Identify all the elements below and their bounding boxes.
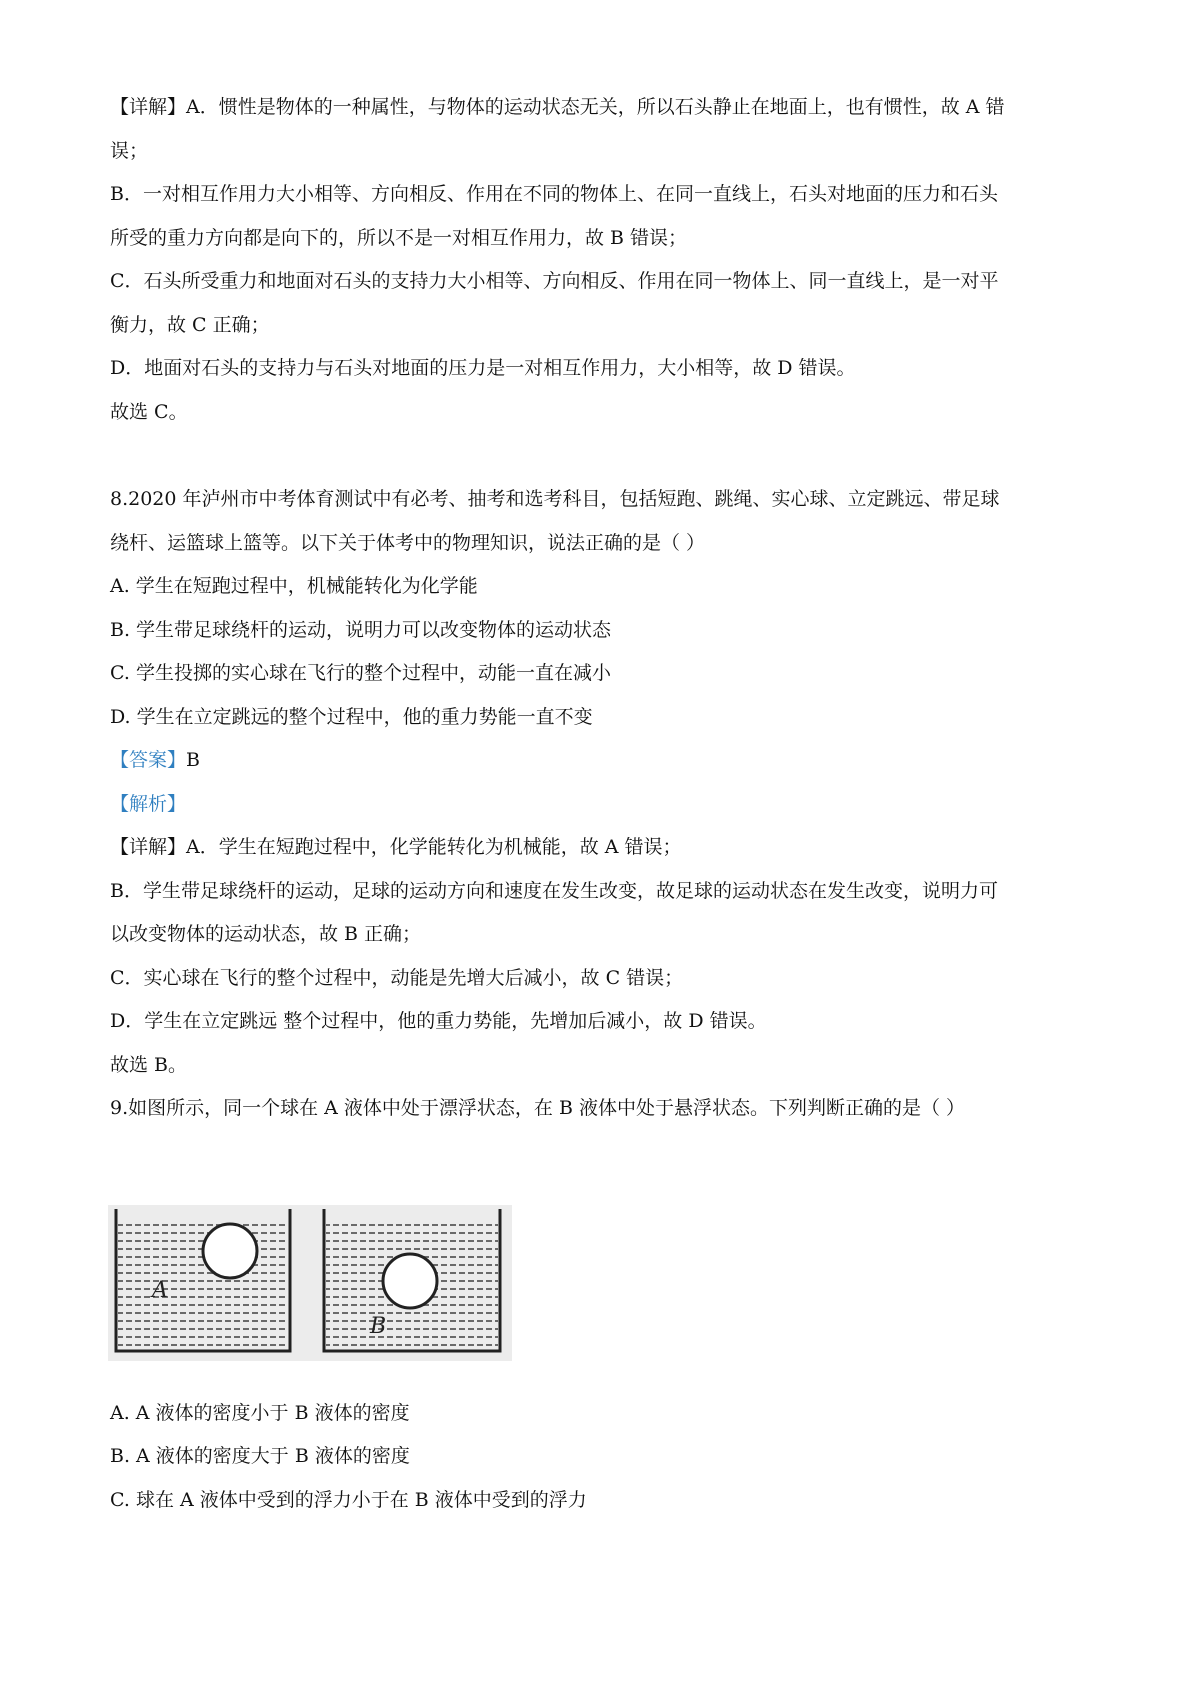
question-8-stem: 8.2020 年泸州市中考体育测试中有必考、抽考和选考科目，包括短跑、跳绳、实心球、立定跳远、带足球	[110, 488, 1000, 510]
text-line-q7-detail-b: B．一对相互作用力大小相等、方向相反、作用在不同的物体上、在同一直线上，石头对地面的压力和石头	[110, 183, 998, 205]
label-a: A	[152, 1278, 168, 1303]
text-line-q8-detail-a: 【详解】A．学生在短跑过程中，化学能转化为机械能，故 A 错误；	[110, 836, 682, 858]
text-line-q8-detail-c: C．实心球在飞行的整个过程中，动能是先增大后减小，故 C 错误；	[110, 967, 684, 989]
text-line-q7-detail-a-cont: 误；	[110, 140, 149, 162]
text-line-q8-detail-b-cont: 以改变物体的运动状态，故 B 正确；	[110, 923, 422, 945]
container-b	[324, 1209, 500, 1351]
text-line-q8-detail-d: D．学生在立定跳远 整个过程中，他的重力势能，先增加后减小，故 D 错误。	[110, 1010, 767, 1032]
question-8-answer	[110, 747, 200, 773]
liquid-a	[118, 1219, 288, 1351]
text-line-q7-detail-c-cont: 衡力，故 C 正确；	[110, 314, 270, 336]
question-9-option-a: A. A 液体的密度小于 B 液体的密度	[110, 1402, 410, 1424]
question-9-option-c: C. 球在 A 液体中受到的浮力小于在 B 液体中受到的浮力	[110, 1489, 587, 1511]
text-line-q7-detail-b-cont: 所受的重力方向都是向下的，所以不是一对相互作用力，故 B 错误；	[110, 227, 688, 249]
answer-tag: 【答案】	[110, 749, 187, 771]
ball-suspended	[383, 1254, 437, 1308]
text-line-q8-conclusion: 故选 B。	[110, 1054, 188, 1076]
question-8-option-d: D. 学生在立定跳远的整个过程中，他的重力势能一直不变	[110, 706, 593, 728]
text-line-q7-conclusion: 故选 C。	[110, 401, 188, 423]
container-a	[116, 1209, 290, 1351]
question-8-stem-cont: 绕杆、运篮球上篮等。以下关于体考中的物理知识，说法正确的是（ ）	[110, 532, 706, 554]
buoyancy-figure	[108, 1205, 512, 1361]
question-8-option-a: A. 学生在短跑过程中，机械能转化为化学能	[110, 575, 478, 597]
label-b: B	[370, 1314, 387, 1339]
question-8-option-c: C. 学生投掷的实心球在飞行的整个过程中，动能一直在减小	[110, 662, 611, 684]
analysis-tag: 【解析】	[110, 793, 187, 815]
text-line-q7-detail-a: 【详解】A．惯性是物体的一种属性，与物体的运动状态无关，所以石头静止在地面上，也有惯性，故 A 错	[110, 96, 1005, 118]
answer-value: B	[186, 749, 200, 771]
text-line-q7-detail-c: C．石头所受重力和地面对石头的支持力大小相等、方向相反、作用在同一物体上、同一直线上，是一对平	[110, 270, 999, 292]
question-9-option-b: B. A 液体的密度大于 B 液体的密度	[110, 1445, 410, 1467]
text-line-q7-detail-d: D．地面对石头的支持力与石头对地面的压力是一对相互作用力，大小相等，故 D 错误。	[110, 357, 856, 379]
question-9-stem: 9.如图所示，同一个球在 A 液体中处于漂浮状态，在 B 液体中处于悬浮状态。下列判断正确的是（ ）	[110, 1097, 966, 1119]
ball-floating	[203, 1224, 257, 1278]
text-line-q8-detail-b: B．学生带足球绕杆的运动，足球的运动方向和速度在发生改变，故足球的运动状态在发生改变，说明力可	[110, 880, 998, 902]
question-8-option-b: B. 学生带足球绕杆的运动，说明力可以改变物体的运动状态	[110, 619, 612, 641]
